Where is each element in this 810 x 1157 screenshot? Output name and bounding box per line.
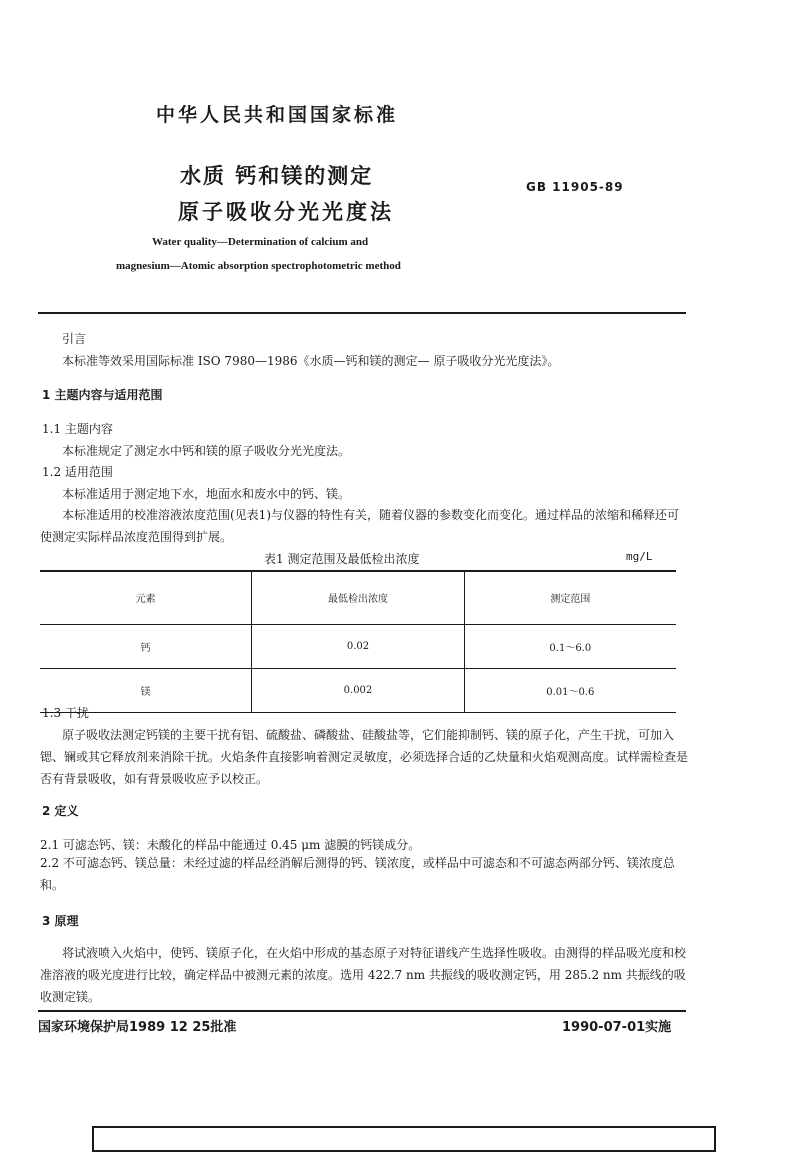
section1-heading: 1 主题内容与适用范围 <box>42 388 163 402</box>
table-cell: 钙 <box>140 643 151 654</box>
section12-text2: 本标准适用的校准溶液浓度范围(见表1)与仪器的特性有关，随着仪器的参数变化而变化。通过样品的浓缩和稀释还可使测定实际样品浓度范围得到扩展。 <box>40 508 680 544</box>
measurement-range-table <box>40 570 676 713</box>
table-cell: 0.01～0.6 <box>464 669 676 713</box>
footer-rule <box>38 1010 686 1012</box>
standard-title-line1: 水质 钙和镁的测定 <box>180 164 374 188</box>
section11-heading: 1.1 主题内容 <box>42 422 113 436</box>
header-rule <box>38 312 686 314</box>
table-cell: 0.1～6.0 <box>464 625 676 669</box>
national-standard-header: 中华人民共和国国家标准 <box>156 104 399 126</box>
table-header-cell: 元素 <box>135 593 156 605</box>
english-title-line2: magnesium—Atomic absorption spectrophotometric method <box>116 260 401 272</box>
section3-text: 将试液喷入火焰中，使钙、镁原子化，在火焰中形成的基态原子对特征谱线产生选择性吸收。由测得的样品吸光度和校准溶液的吸光度进行比较，确定样品中被测元素的浓度。选用 422.7 nm 共振线的吸收测定钙，用 285.2 nm 共振线的吸收测定镁。 <box>40 946 687 1004</box>
section12-text1: 本标准适用于测定地下水，地面水和废水中的钙、镁。 <box>62 487 351 501</box>
table-cell: 0.002 <box>252 669 464 713</box>
section12-heading: 1.2 适用范围 <box>42 465 113 479</box>
table1-caption: 表1 测定范围及最低检出浓度 <box>264 552 420 566</box>
section3-heading: 3 原理 <box>42 914 79 928</box>
table-cell: 0.02 <box>252 625 464 669</box>
intro-heading: 引言 <box>62 332 87 346</box>
section22-text: 2.2 不可滤态钙、镁总量：未经过滤的样品经消解后测得的钙、镁浓度，或样品中可滤态和不可滤态两部分钙、镁浓度总和。 <box>40 856 675 892</box>
approval-date: 国家环境保护局1989 12 25批准 <box>38 1020 237 1035</box>
table-header-cell: 测定范围 <box>464 570 676 625</box>
standard-title-line2: 原子吸收分光光度法 <box>178 200 394 224</box>
table-cell: 镁 <box>140 687 151 698</box>
english-title-line1: Water quality—Determination of calcium and <box>152 236 369 248</box>
table-row <box>40 625 676 669</box>
table1-unit: mg/L <box>626 550 653 563</box>
effective-date: 1990-07-01实施 <box>562 1020 672 1035</box>
table-header-cell: 最低检出浓度 <box>252 570 464 625</box>
section13-text: 原子吸收法测定钙镁的主要干扰有铝、硫酸盐、磷酸盐、硅酸盐等，它们能抑制钙、镁的原子化，产生干扰，可加入锶、镧或其它释放剂来消除干扰。火焰条件直接影响着测定灵敏度，必须选择合适的乙炔量和火焰观测高度。试样需检查是否有背景吸收，如有背景吸收应予以校正。 <box>40 728 689 786</box>
table-header-row <box>40 570 676 625</box>
table-row <box>40 669 676 713</box>
standard-number: GB 11905-89 <box>526 180 624 194</box>
section2-heading: 2 定义 <box>42 804 79 818</box>
bottom-blank-box <box>92 1126 716 1152</box>
section11-text: 本标准规定了测定水中钙和镁的原子吸收分光光度法。 <box>62 444 351 458</box>
section13-heading: 1.3 干扰 <box>42 706 89 720</box>
intro-text: 本标准等效采用国际标准 ISO 7980—1986《水质—钙和镁的测定— 原子吸收分光光度法》。 <box>62 354 560 368</box>
section21-text: 2.1 可滤态钙、镁：未酸化的样品中能通过 0.45 μm 滤膜的钙镁成分。 <box>40 838 421 852</box>
